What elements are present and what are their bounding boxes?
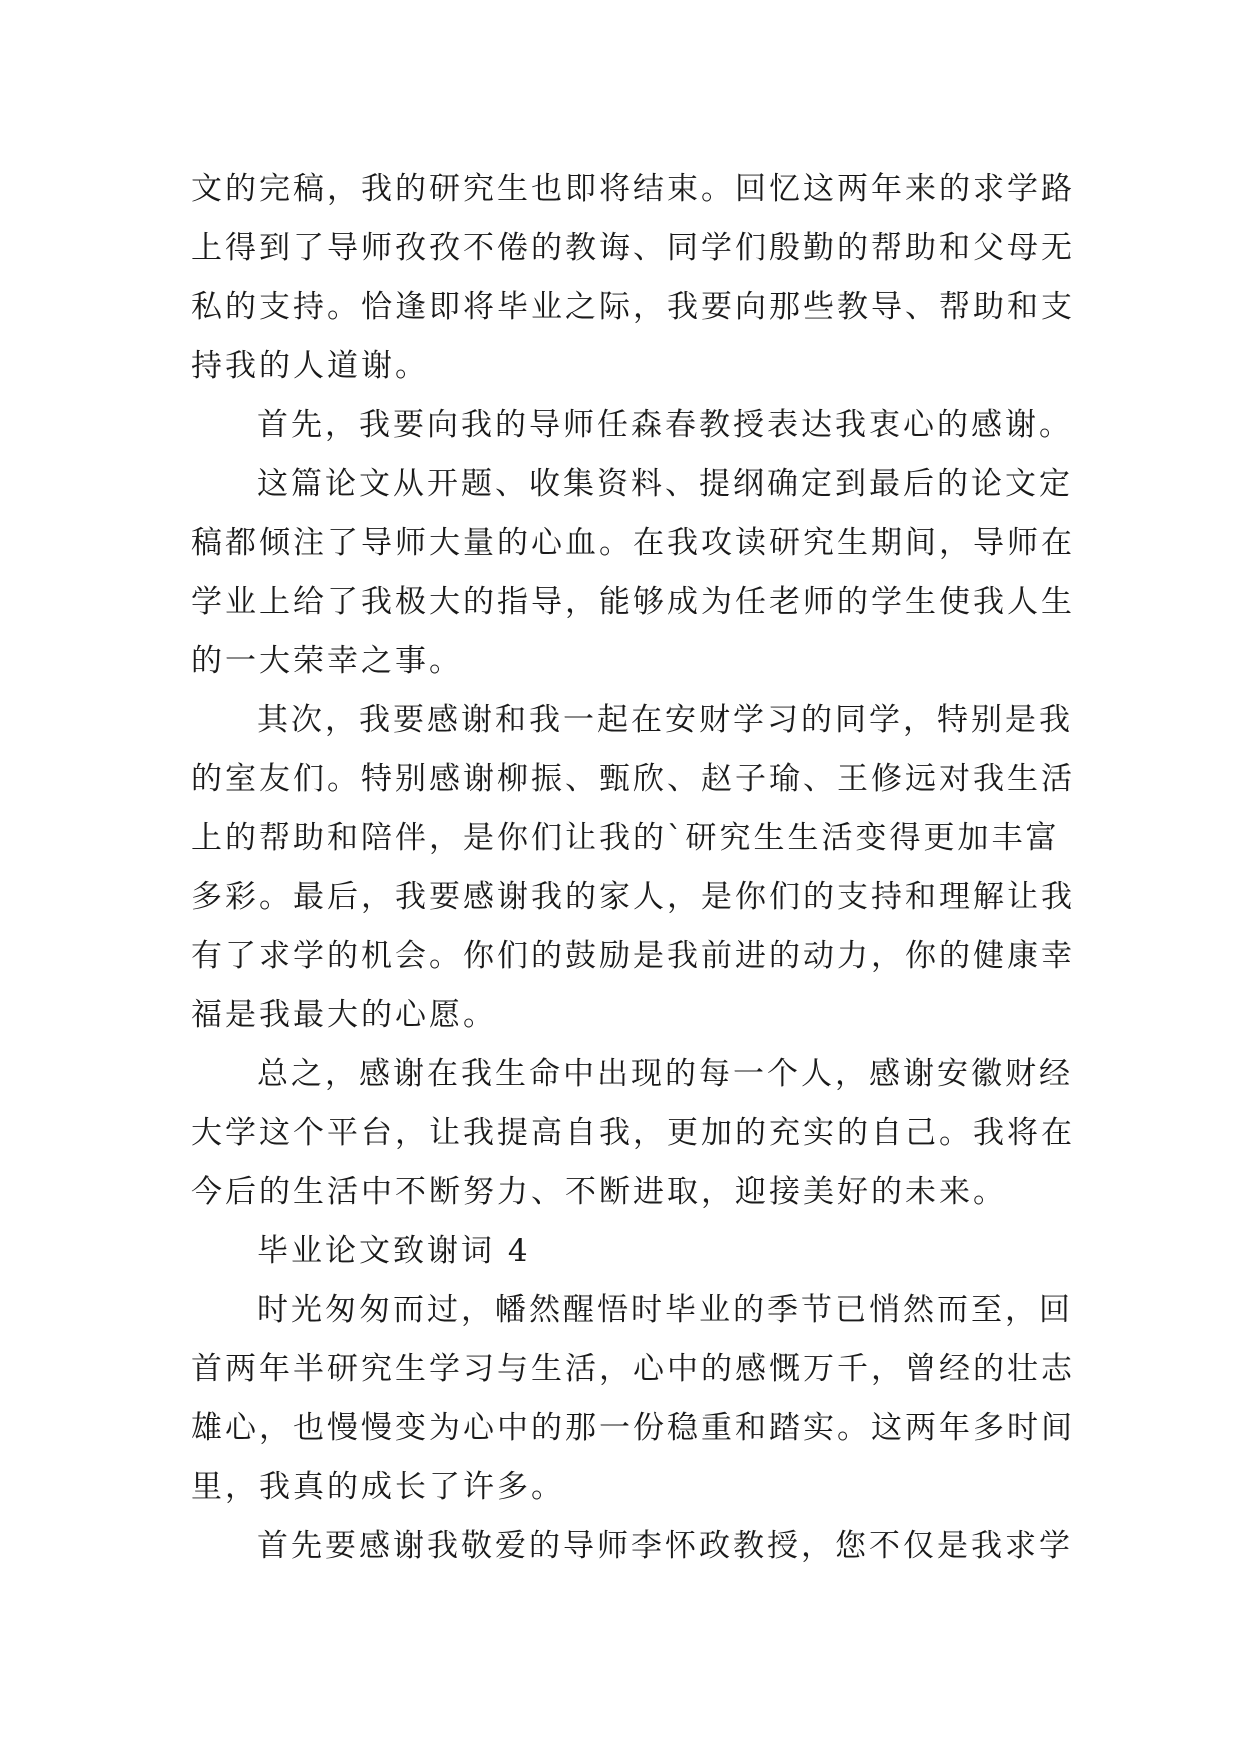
text-line: 学业上给了我极大的指导，能够成为任老师的学生使我人生 — [191, 584, 1075, 620]
text-line: 上得到了导师孜孜不倦的教诲、同学们殷勤的帮助和父母无 — [191, 230, 1075, 266]
text-line: 稿都倾注了导师大量的心血。在我攻读研究生期间，导师在 — [191, 525, 1075, 561]
text-line: 今后的生活中不断努力、不断进取，迎接美好的未来。 — [191, 1174, 1007, 1210]
text-line: 持我的人道谢。 — [191, 348, 429, 384]
text-line: 毕业论文致谢词 4 — [257, 1233, 531, 1269]
document-body — [191, 160, 1075, 1576]
text-line: 福是我最大的心愿。 — [191, 997, 497, 1033]
text-line: 首两年半研究生学习与生活，心中的感慨万千，曾经的壮志 — [191, 1351, 1075, 1387]
text-line: 的一大荣幸之事。 — [191, 643, 463, 679]
text-line: 时光匆匆而过，幡然醒悟时毕业的季节已悄然而至，回 — [257, 1292, 1073, 1328]
text-line: 的室友们。特别感谢柳振、甄欣、赵子瑜、王修远对我生活 — [191, 761, 1075, 797]
text-line: 文的完稿，我的研究生也即将结束。回忆这两年来的求学路 — [191, 171, 1075, 207]
text-line: 其次，我要感谢和我一起在安财学习的同学，特别是我 — [257, 702, 1073, 738]
text-line: 总之，感谢在我生命中出现的每一个人，感谢安徽财经 — [257, 1056, 1073, 1092]
text-line: 首先，我要向我的导师任森春教授表达我衷心的感谢。 — [257, 407, 1073, 443]
text-line: 多彩。最后，我要感谢我的家人，是你们的支持和理解让我 — [191, 879, 1075, 915]
text-line: 有了求学的机会。你们的鼓励是我前进的动力，你的健康幸 — [191, 938, 1075, 974]
text-line: 里，我真的成长了许多。 — [191, 1469, 565, 1505]
text-line: 大学这个平台，让我提高自我，更加的充实的自己。我将在 — [191, 1115, 1075, 1151]
text-line: 雄心，也慢慢变为心中的那一份稳重和踏实。这两年多时间 — [191, 1410, 1075, 1446]
text-line: 这篇论文从开题、收集资料、提纲确定到最后的论文定 — [257, 466, 1073, 502]
text-line: 上的帮助和陪伴，是你们让我的`研究生生活变得更加丰富 — [191, 820, 1060, 856]
text-line: 私的支持。恰逢即将毕业之际，我要向那些教导、帮助和支 — [191, 289, 1075, 325]
text-line: 首先要感谢我敬爱的导师李怀政教授，您不仅是我求学 — [257, 1528, 1073, 1564]
